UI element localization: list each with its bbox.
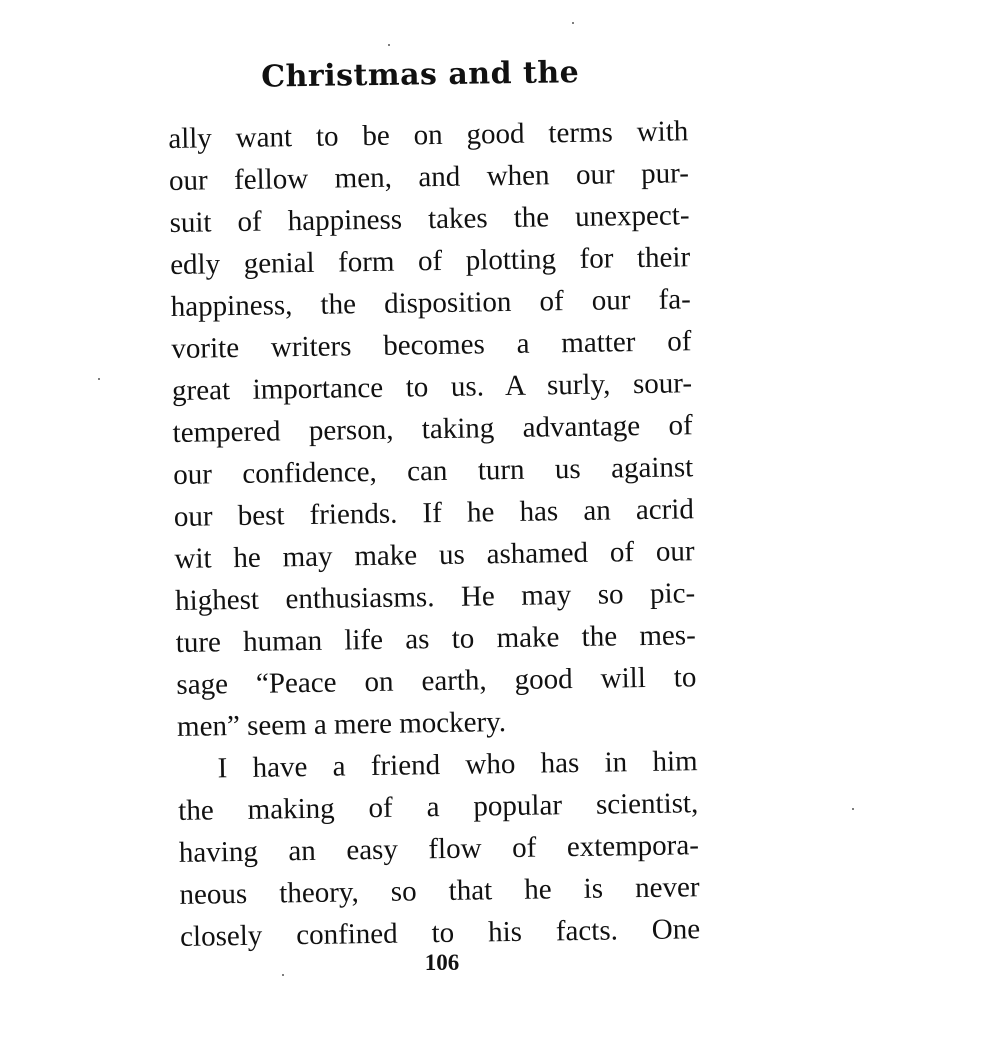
text-line: wit he may make us ashamed of our <box>174 535 695 575</box>
text-line: our fellow men, and when our pur- <box>168 157 690 197</box>
paragraph-2 <box>177 740 700 958</box>
running-title: Christmas and the <box>260 55 580 95</box>
text-line: our best friends. If he has an acrid <box>173 493 695 533</box>
text-line: suit of happiness takes the unexpect- <box>169 199 690 239</box>
text-line: ally want to be on good terms with <box>168 115 689 155</box>
text-line: sage “Peace on earth, good will to <box>176 661 697 701</box>
paragraph-1 <box>168 110 697 748</box>
text-line: the making of a popular scientist, <box>178 787 699 827</box>
text-line: having an easy flow of extempora- <box>178 829 700 869</box>
text-line: our confidence, can turn us against <box>173 451 694 491</box>
paper-speck <box>282 974 284 976</box>
text-line: tempered person, taking advantage of <box>172 409 693 449</box>
paper-speck <box>572 22 574 24</box>
text-line: vorite writers becomes a matter of <box>171 325 692 365</box>
text-line: I have a friend who has in him <box>217 745 698 785</box>
text-line: happiness, the disposition of our fa- <box>170 283 691 323</box>
text-line: great importance to us. A surly, sour- <box>171 367 693 407</box>
paper-speck <box>98 378 100 380</box>
text-line: men” seem a mere mockery. <box>176 706 507 743</box>
paper-speck <box>388 44 390 46</box>
page-number: 106 <box>424 950 460 975</box>
body-text <box>168 110 700 958</box>
text-line: neous theory, so that he is never <box>179 871 700 911</box>
text-line: closely confined to his facts. One <box>179 913 701 953</box>
text-line: edly genial form of plotting for their <box>169 241 691 281</box>
text-line: ture human life as to make the mes- <box>175 619 696 659</box>
paper-speck <box>852 808 854 810</box>
text-line: highest enthusiasms. He may so pic- <box>174 577 696 617</box>
